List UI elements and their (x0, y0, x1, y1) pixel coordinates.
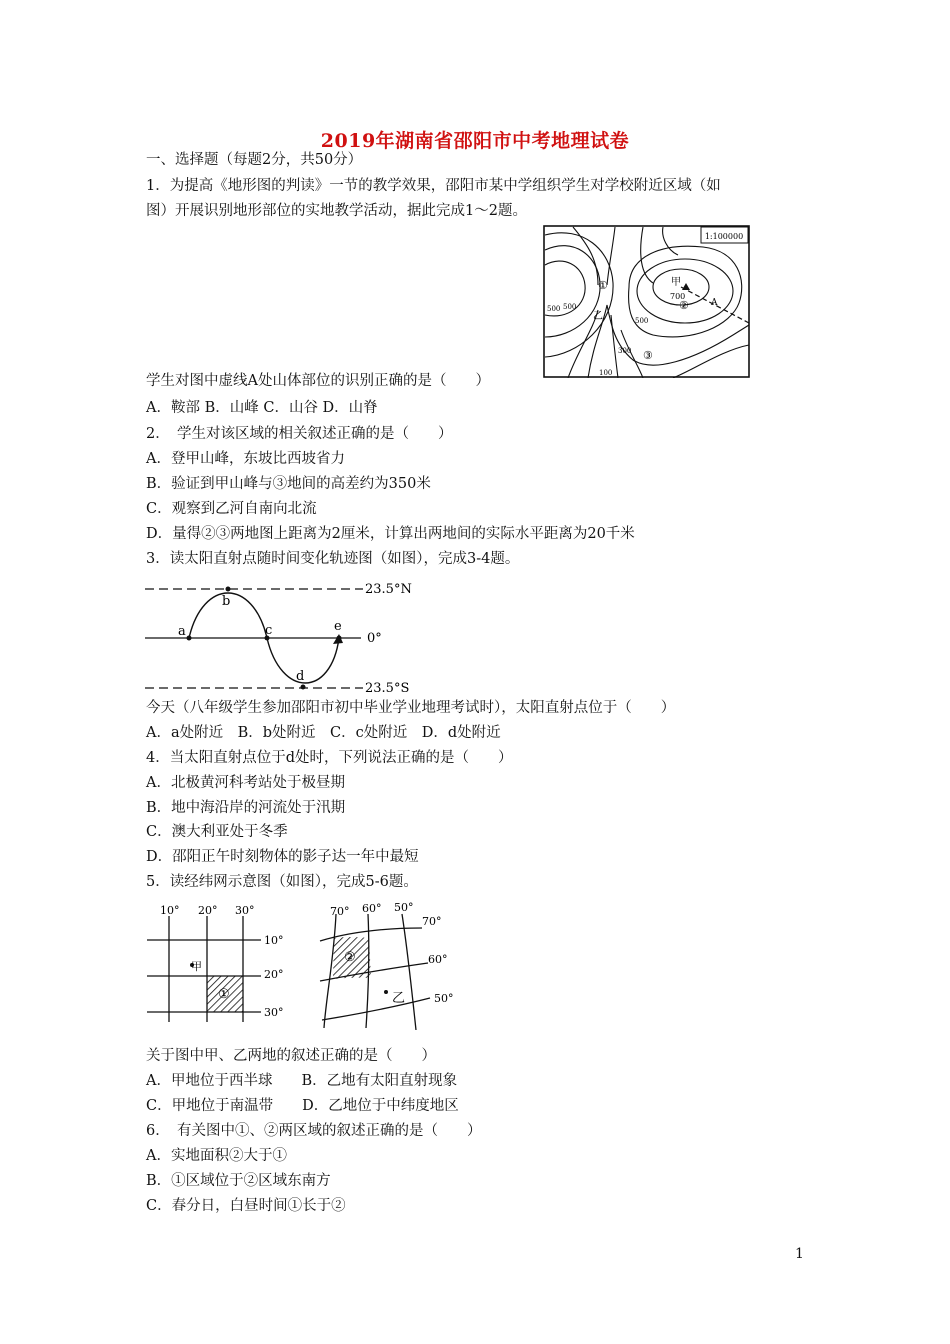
question-1-text-cont: 图）开展识别地形部位的实地教学活动，据此完成1～2题。 (146, 203, 527, 219)
label-a: a (178, 624, 186, 639)
lat-lon-grid-2 (318, 898, 463, 1030)
river-label: 乙 (593, 311, 603, 322)
grid2-lat-70: 70° (422, 915, 442, 928)
label-c: c (265, 623, 273, 638)
contour-300: 300 (618, 347, 632, 355)
grid1-place-jia: 甲 (191, 960, 202, 973)
grid1-region-1: ① (218, 987, 230, 1002)
question-2-option-d: D．量得②③两地图上距离为2厘米，计算出两地间的实际水平距离为20千米 (146, 526, 635, 542)
grid2-lat-50: 50° (434, 992, 454, 1005)
question-5-options-ab: A．甲地位于西半球 B．乙地有太阳直射现象 (146, 1073, 458, 1089)
question-3-text: 3．读太阳直射点随时间变化轨迹图（如图），完成3-4题。 (146, 551, 520, 567)
map-scale: 1:100000 (704, 232, 744, 241)
grid1-lat-30: 30° (264, 1006, 284, 1019)
section-heading: 一、选择题（每题2分，共50分） (146, 152, 363, 168)
grid1-lon-10: 10° (160, 904, 180, 917)
question-6-option-c: C．春分日，白昼时间①长于② (146, 1198, 346, 1214)
grid1-lon-30: 30° (235, 904, 255, 917)
question-2-option-c: C．观察到乙河自南向北流 (146, 501, 317, 517)
label-e: e (334, 619, 342, 634)
question-5-text: 5．读经纬网示意图（如图），完成5-6题。 (146, 874, 418, 890)
contour-500-mid: 500 (563, 303, 577, 311)
contour-500-right: 500 (635, 317, 649, 325)
question-1-options: A．鞍部 B．山峰 C．山谷 D．山脊 (146, 400, 378, 416)
grid1-lat-10: 10° (264, 934, 284, 947)
sun-trajectory-diagram (143, 576, 423, 694)
label-b: b (222, 594, 231, 609)
grid2-place-yi: 乙 (392, 991, 406, 1006)
question-5-stem: 关于图中甲、乙两地的叙述正确的是（ ） (146, 1048, 436, 1064)
question-4-option-b: B．地中海沿岸的河流处于汛期 (146, 800, 346, 816)
question-6-option-a: A．实地面积②大于① (146, 1148, 287, 1164)
grid2-lon-60: 60° (362, 902, 382, 915)
page-number: 1 (795, 1246, 804, 1262)
question-2-text: 2． 学生对该区域的相关叙述正确的是（ ） (146, 426, 453, 442)
page-title: 2019年湖南省邵阳市中考地理试卷 (320, 130, 630, 152)
question-2-option-a: A．登甲山峰，东坡比西坡省力 (146, 451, 345, 467)
question-2-option-b: B．验证到甲山峰与③地间的高差约为350米 (146, 476, 431, 492)
lat-lon-grid-1 (143, 898, 303, 1022)
label-tropic-n: 23.5°N (365, 582, 412, 597)
peak-elevation: 700 (670, 292, 686, 301)
contour-100: 100 (599, 369, 613, 377)
question-3-options: A．a处附近 B．b处附近 C．c处附近 D．d处附近 (146, 725, 501, 741)
question-4-option-c: C．澳大利亚处于冬季 (146, 824, 288, 840)
grid1-lon-20: 20° (198, 904, 218, 917)
grid2-lon-50: 50° (394, 901, 414, 914)
point-2: ② (679, 299, 689, 312)
point-a: A (711, 298, 718, 308)
question-5-options-cd: C．甲地位于南温带 D．乙地位于中纬度地区 (146, 1098, 459, 1114)
question-4-option-a: A．北极黄河科考站处于极昼期 (146, 775, 345, 791)
point-1: ① (598, 279, 608, 292)
grid1-lat-20: 20° (264, 968, 284, 981)
label-d: d (296, 669, 305, 684)
grid2-lat-60: 60° (428, 953, 448, 966)
question-1-stem: 学生对图中虚线A处山体部位的识别正确的是（ ） (146, 373, 490, 389)
question-4-option-d: D．邵阳正午时刻物体的影子达一年中最短 (146, 849, 419, 865)
label-equator: 0° (367, 631, 382, 646)
peak-label: 甲 (671, 277, 681, 288)
question-4-text: 4．当太阳直射点位于d处时，下列说法正确的是（ ） (146, 750, 513, 766)
point-3: ③ (643, 349, 653, 362)
grid2-lon-70: 70° (330, 905, 350, 918)
question-6-text: 6． 有关图中①、②两区域的叙述正确的是（ ） (146, 1123, 482, 1139)
contour-map (543, 225, 750, 378)
contour-500-left: 500 (547, 305, 561, 313)
question-1-text: 1．为提高《地形图的判读》一节的教学效果，邵阳市某中学组织学生对学校附近区域（如 (146, 178, 721, 194)
label-tropic-s: 23.5°S (365, 681, 410, 694)
grid2-region-2: ② (344, 950, 356, 965)
question-6-option-b: B．①区域位于②区域东南方 (146, 1173, 331, 1189)
question-3-stem: 今天（八年级学生参加邵阳市初中毕业学业地理考试时），太阳直射点位于（ ） (146, 700, 676, 716)
